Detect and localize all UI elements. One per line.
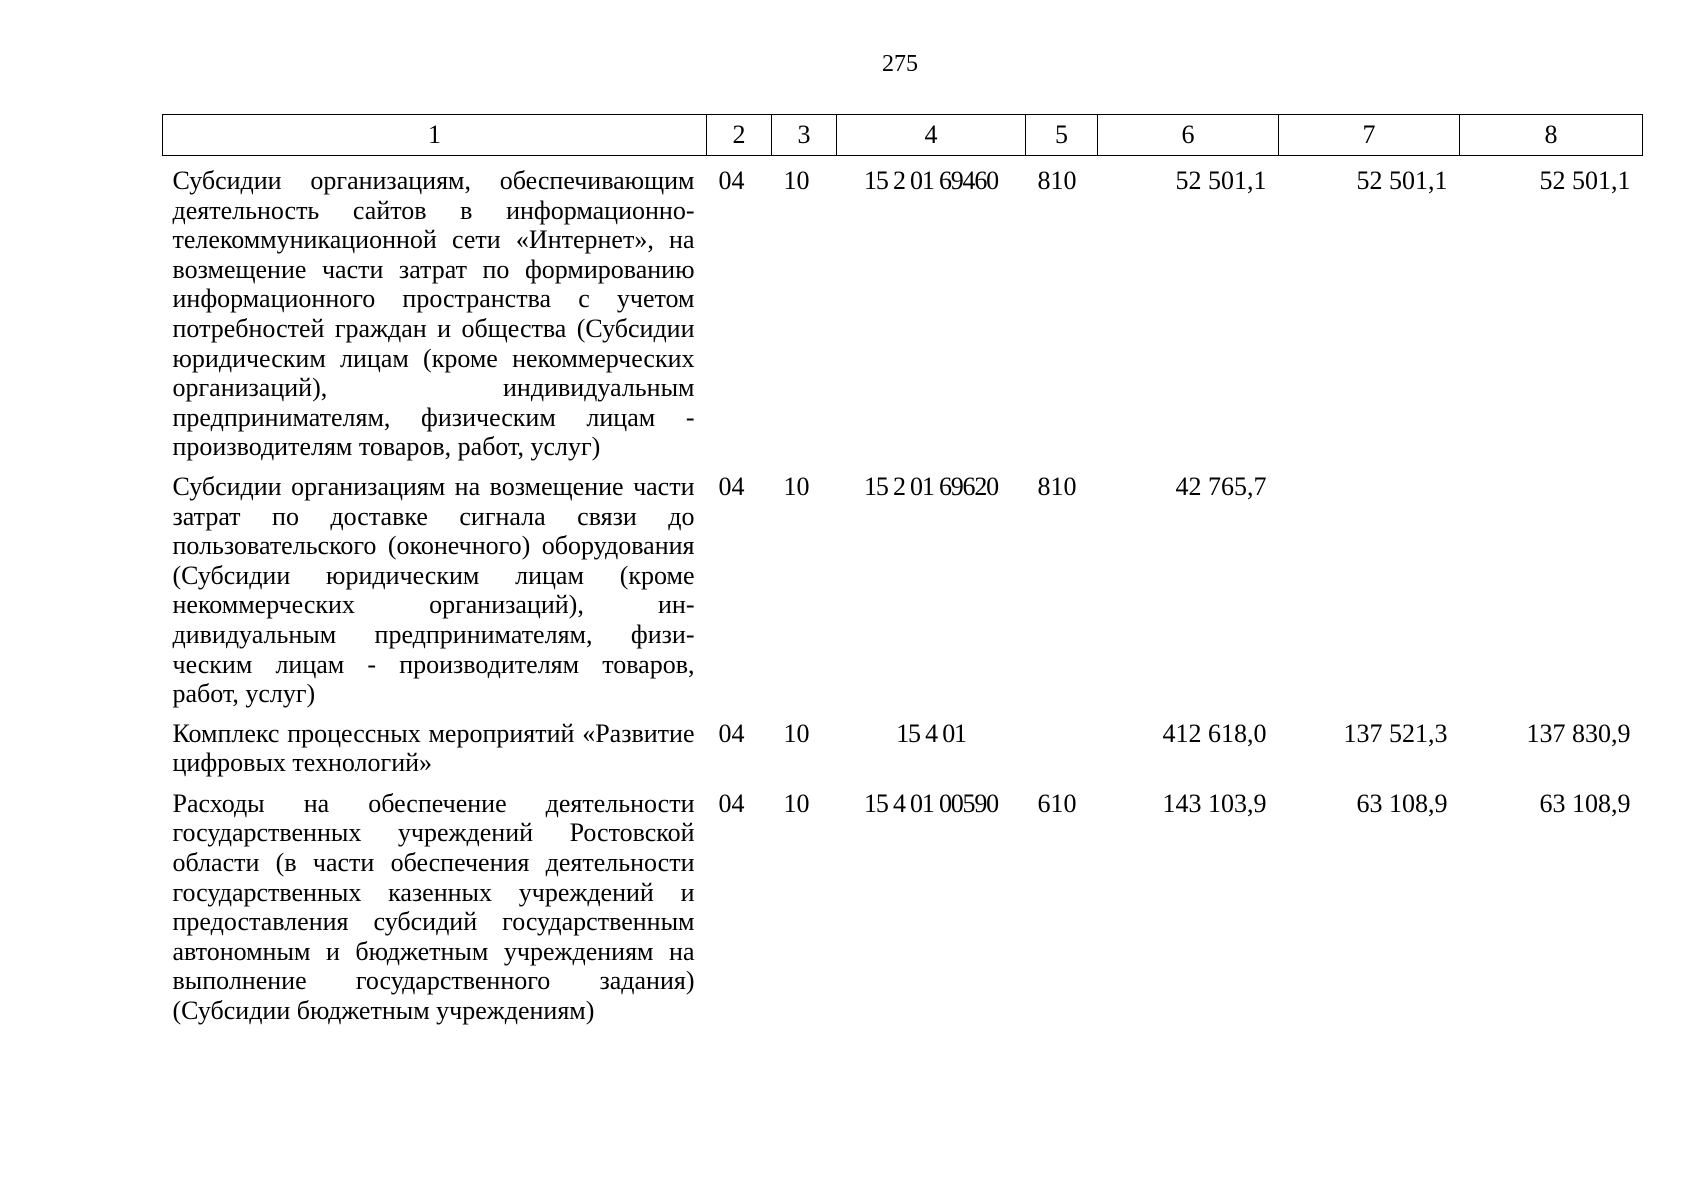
expense-name: Комплекс процессных мероприятий «Развитие цифровых технологий» [172,718,695,778]
column-number-4: 4 [837,115,1026,156]
table-body [163,156,1643,1026]
target-article-code: 15 2 01 69620 [864,471,998,501]
subsection-code: 10 [783,788,810,818]
amount-col-8: 52 501,1 [1539,166,1631,195]
expense-type-code: 810 [1037,471,1077,501]
amount-col-7: 52 501,1 [1356,166,1448,195]
column-number-1: 1 [163,115,707,156]
subsection-code: 10 [783,718,810,748]
table-header [163,115,1643,156]
table-row [163,778,1643,1026]
target-article-code: 15 2 01 69460 [864,166,998,195]
expense-type-code: 610 [1037,788,1077,818]
section-code: 04 [718,471,745,501]
column-number-6: 6 [1098,115,1279,156]
column-number-7: 7 [1279,115,1460,156]
page-number: 275 [882,51,918,77]
column-number-2: 2 [707,115,772,156]
amount-col-7: 63 108,9 [1356,788,1448,818]
amount-col-8 [1460,462,1643,709]
expense-type-code [1026,709,1098,778]
amount-col-6: 52 501,1 [1175,166,1267,195]
target-article-code: 15 4 01 [896,718,966,748]
amount-col-8: 63 108,9 [1539,788,1631,818]
expense-name: Субсидии организациям, обеспечивающим деятельность сайтов в информационно-телекоммуникационной сети «Интернет», на возмещение части затрат по формированию информационного пространства с учетом потребностей граждан и общества (Субсидии юридическим лицам (кроме некоммерческих организаций), индивидуальным предпринимателям, физическим лицам - производителям товаров, работ, услуг) [172,166,695,462]
header-row [163,115,1643,156]
section-code: 04 [718,718,745,748]
expense-type-code: 810 [1037,166,1077,195]
amount-col-7: 137 521,3 [1343,718,1448,748]
column-number-8: 8 [1460,115,1643,156]
subsection-code: 10 [783,166,810,195]
table-row [163,156,1643,462]
amount-col-7 [1279,462,1460,709]
section-code: 04 [718,166,745,195]
table-row [163,462,1643,709]
amount-col-6: 42 765,7 [1175,471,1267,501]
amount-col-8: 137 830,9 [1526,718,1631,748]
amount-col-6: 412 618,0 [1162,718,1267,748]
column-number-5: 5 [1026,115,1098,156]
subsection-code: 10 [783,471,810,501]
section-code: 04 [718,788,745,818]
expense-name: Расходы на обеспечение деятельности государственных учреждений Ростовской области (в части обеспечения деятельности государственных казенных учреждений и предоставления субсидий государственным автономным и бюджетным учреждениям на выполнение государственного задания) (Субсидии бюджетным учреждениям) [172,788,695,1026]
amount-col-6: 143 103,9 [1162,788,1267,818]
table-row [163,709,1643,778]
budget-table [162,114,1643,1026]
target-article-code: 15 4 01 00590 [864,788,998,818]
expense-name: Субсидии организациям на возмещение части затрат по доставке сигнала связи до пользовательского (оконечного) оборудования (Субсидии юридическим лицам (кроме некоммерческих организаций), индивидуальным предпринимателям, физическим лицам - производителям товаров, работ, услуг) [172,471,695,709]
column-number-3: 3 [772,115,837,156]
